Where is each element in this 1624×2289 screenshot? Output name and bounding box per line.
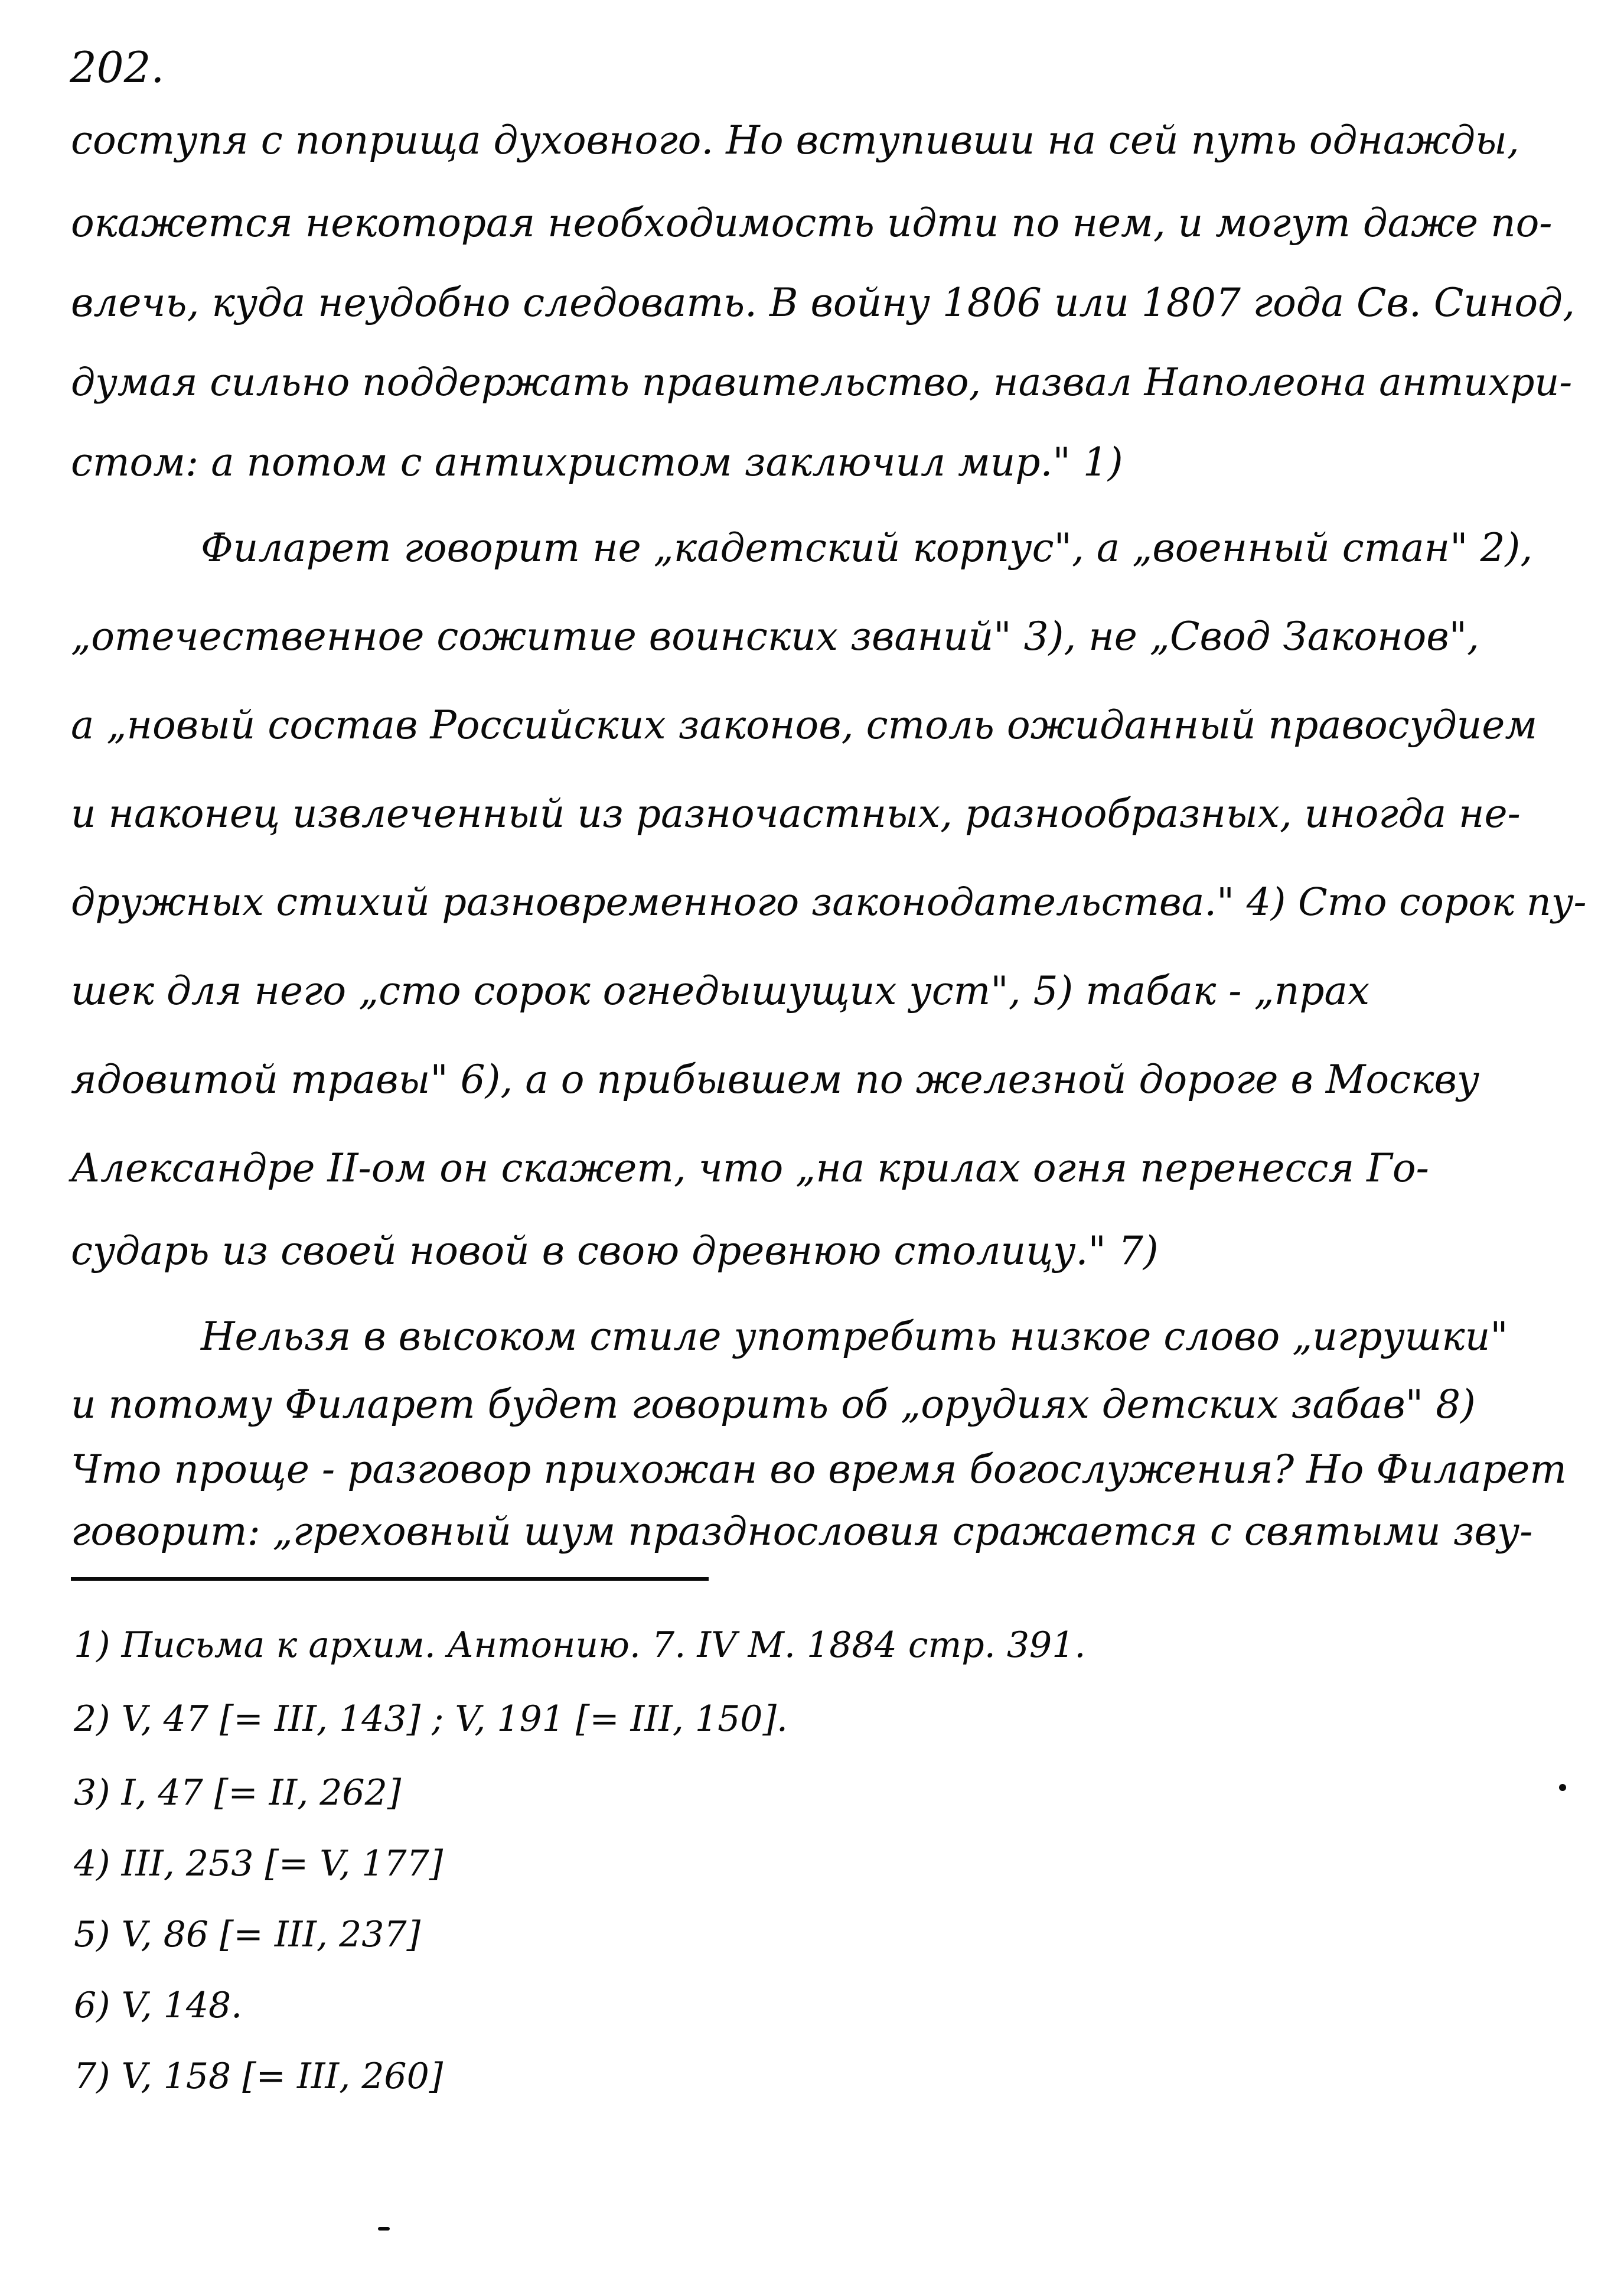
body-line-16: и потому Филарет будет говорить об „орудиях детских забав" 8) xyxy=(71,1382,1476,1427)
body-line-11: шек для него „сто сорок огнедышущих уст", 5) табак - „прах xyxy=(71,968,1370,1014)
body-line-5: стом: а потом с антихристом заключил мир." 1) xyxy=(71,439,1123,485)
body-line-8: а „новый состав Российских законов, столь ожиданный правосудием xyxy=(71,702,1538,748)
footnote-3: 3) I, 47 [= II, 262] xyxy=(74,1772,402,1813)
body-line-17: Что проще - разговор прихожан во время богослужения? Но Филарет xyxy=(71,1447,1567,1492)
footnote-5: 5) V, 86 [= III, 237] xyxy=(74,1914,420,1955)
body-line-10: дружных стихий разновременного законодательства." 4) Сто сорок пу- xyxy=(71,880,1587,924)
body-line-7: „отечественное сожитие воинских званий" 3), не „Свод Законов", xyxy=(71,614,1480,659)
page-number: 202. xyxy=(70,43,165,92)
body-line-9: и наконец извлеченный из разночастных, разнообразных, иногда не- xyxy=(71,791,1521,836)
footnote-separator xyxy=(71,1577,709,1581)
body-line-12: ядовитой травы" 6), а о прибывшем по железной дороге в Москву xyxy=(71,1057,1480,1102)
body-line-2: окажется некоторая необходимость идти по нем, и могут даже по- xyxy=(71,200,1553,246)
body-line-18: говорит: „греховный шум празднословия сражается с святыми зву- xyxy=(71,1509,1533,1554)
body-line-3: влечь, куда неудобно следовать. В войну 1806 или 1807 года Св. Синод, xyxy=(71,280,1575,325)
footnote-7: 7) V, 158 [= III, 260] xyxy=(74,2056,443,2097)
footnote-2: 2) V, 47 [= III, 143] ; V, 191 [= III, 150]. xyxy=(74,1698,788,1740)
body-line-13: Александре II-ом он скажет, что „на крилах огня перенесся Го- xyxy=(71,1145,1429,1191)
footnote-6: 6) V, 148. xyxy=(74,1985,243,2026)
body-line-14: сударь из своей новой в свою древнюю столицу." 7) xyxy=(71,1228,1159,1274)
ink-speck xyxy=(378,2227,390,2231)
body-line-6: Филарет говорит не „кадетский корпус", а „военный стан" 2), xyxy=(201,525,1533,571)
body-line-15: Нельзя в высоком стиле употребить низкое слово „игрушки" xyxy=(201,1314,1508,1359)
footnote-1: 1) Письма к архим. Антонию. 7. IV М. 1884 стр. 391. xyxy=(74,1624,1086,1666)
footnote-4: 4) III, 253 [= V, 177] xyxy=(74,1843,443,1884)
body-line-4: думая сильно поддержать правительство, назвал Наполеона антихри- xyxy=(71,360,1573,405)
body-line-1: соступя с поприща духовного. Но вступивши на сей путь однажды, xyxy=(71,118,1519,163)
ink-speck xyxy=(1559,1784,1566,1791)
